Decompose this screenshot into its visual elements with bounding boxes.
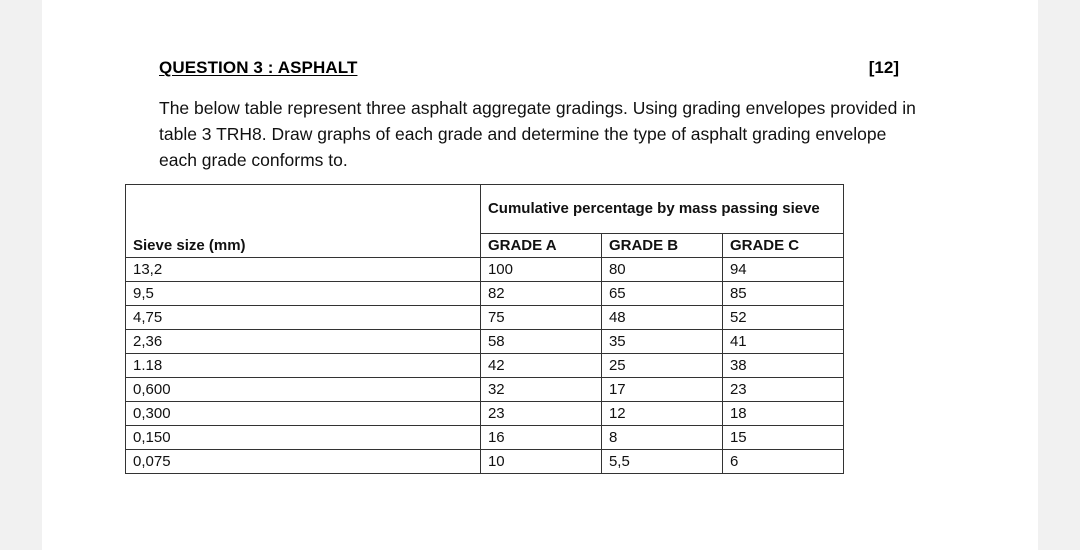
- cell-grade-c: 52: [722, 306, 843, 330]
- table-empty-corner: [126, 185, 481, 234]
- cell-grade-a: 58: [480, 330, 601, 354]
- cell-grade-a: 10: [480, 450, 601, 474]
- cell-sieve: 2,36: [126, 330, 481, 354]
- question-heading: QUESTION 3 : ASPHALT: [159, 58, 358, 77]
- cell-grade-c: 23: [722, 378, 843, 402]
- cell-grade-a: 32: [480, 378, 601, 402]
- table-row: [126, 306, 844, 330]
- cell-grade-a: 16: [480, 426, 601, 450]
- table-row: [126, 330, 844, 354]
- cell-grade-b: 35: [601, 330, 722, 354]
- table-row: [126, 282, 844, 306]
- cell-grade-b: 80: [601, 258, 722, 282]
- cell-sieve: 0,300: [126, 402, 481, 426]
- column-header-sieve: Sieve size (mm): [126, 234, 481, 258]
- cell-grade-c: 94: [722, 258, 843, 282]
- cell-grade-b: 8: [601, 426, 722, 450]
- cell-grade-b: 48: [601, 306, 722, 330]
- column-header-grade-a: GRADE A: [480, 234, 601, 258]
- cell-sieve: 9,5: [126, 282, 481, 306]
- cell-grade-c: 6: [722, 450, 843, 474]
- table-row: [126, 354, 844, 378]
- table-row: [126, 258, 844, 282]
- cell-grade-c: 41: [722, 330, 843, 354]
- cell-sieve: 4,75: [126, 306, 481, 330]
- grading-table: [125, 184, 844, 474]
- cell-grade-c: 15: [722, 426, 843, 450]
- cell-grade-a: 100: [480, 258, 601, 282]
- cell-grade-a: 23: [480, 402, 601, 426]
- table-group-header: Cumulative percentage by mass passing sieve: [480, 185, 843, 234]
- table-row: [126, 450, 844, 474]
- question-heading-row: [159, 58, 899, 80]
- table-row: [126, 402, 844, 426]
- cell-grade-b: 12: [601, 402, 722, 426]
- table-row: [126, 426, 844, 450]
- table-column-header-row: [126, 234, 844, 258]
- cell-sieve: 0,600: [126, 378, 481, 402]
- cell-sieve: 1.18: [126, 354, 481, 378]
- column-header-grade-c: GRADE C: [722, 234, 843, 258]
- cell-grade-b: 25: [601, 354, 722, 378]
- cell-grade-b: 17: [601, 378, 722, 402]
- cell-grade-a: 82: [480, 282, 601, 306]
- cell-grade-b: 5,5: [601, 450, 722, 474]
- question-marks: [12]: [868, 58, 899, 77]
- cell-sieve: 13,2: [126, 258, 481, 282]
- table-row: [126, 378, 844, 402]
- cell-grade-a: 75: [480, 306, 601, 330]
- cell-grade-c: 38: [722, 354, 843, 378]
- cell-grade-a: 42: [480, 354, 601, 378]
- cell-grade-c: 85: [722, 282, 843, 306]
- question-intro: The below table represent three asphalt aggregate gradings. Using grading envelopes provided in table 3 TRH8. Draw graphs of each grade and determine the type of asphalt grading envelope each grade conforms to.: [159, 98, 916, 170]
- table-group-header-row: [126, 185, 844, 234]
- column-header-grade-b: GRADE B: [601, 234, 722, 258]
- cell-grade-c: 18: [722, 402, 843, 426]
- cell-sieve: 0,150: [126, 426, 481, 450]
- cell-sieve: 0,075: [126, 450, 481, 474]
- cell-grade-b: 65: [601, 282, 722, 306]
